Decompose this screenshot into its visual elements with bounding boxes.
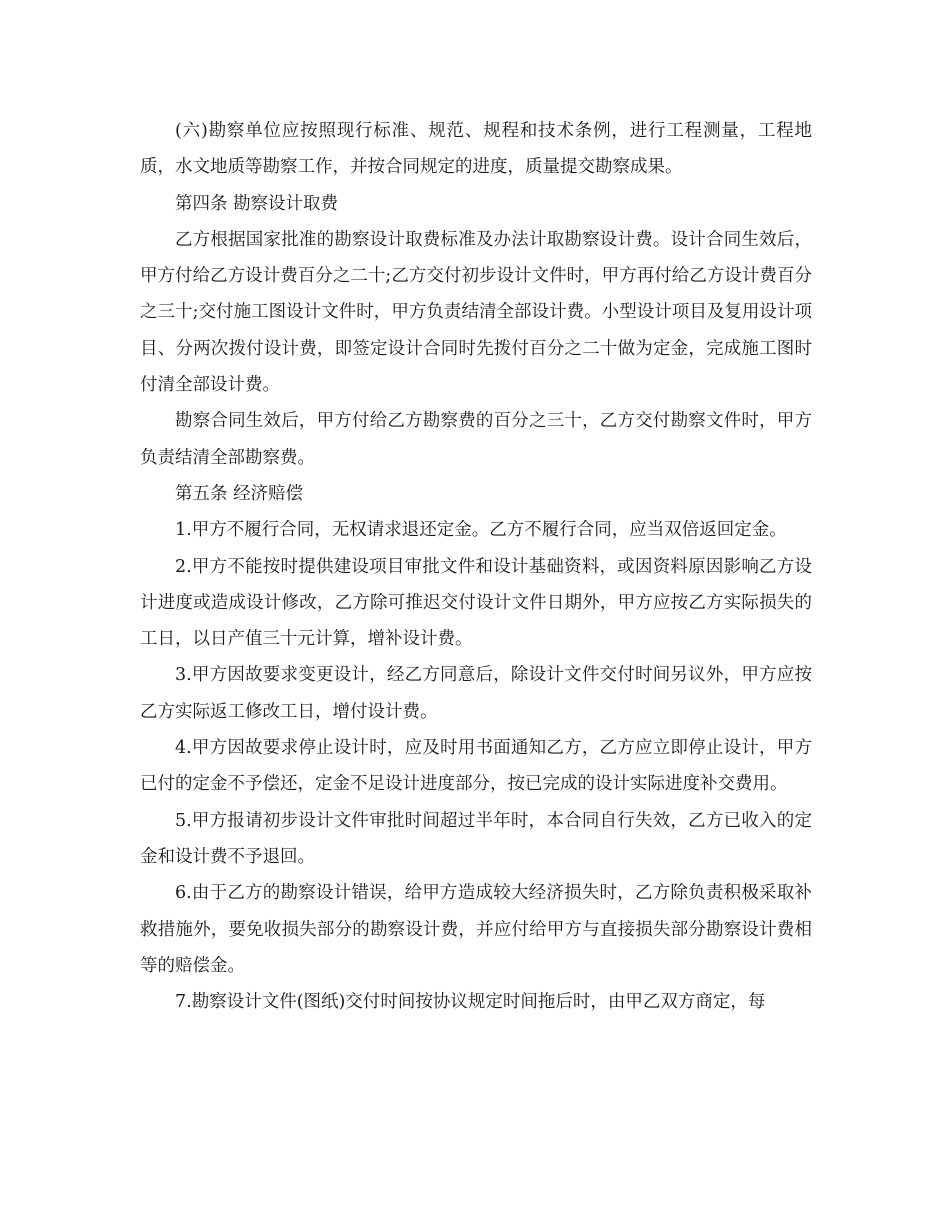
paragraph-survey-fee: 勘察合同生效后，甲方付给乙方勘察费的百分之三十，乙方交付勘察文件时，甲方负责结清全部勘察费。 xyxy=(140,411,812,468)
paragraph-clause-6: (六)勘察单位应按照现行标准、规范、规程和技术条例，进行工程测量，工程地质，水文地质等勘察工作，并按合同规定的进度，质量提交勘察成果。 xyxy=(140,121,812,178)
paragraph-item-7: 7.勘察设计文件(图纸)交付时间按协议规定时间拖后时，由甲乙双方商定，每 xyxy=(175,992,766,1013)
paragraph-design-fee: 乙方根据国家批准的勘察设计取费标准及办法计取勘察设计费。设计合同生效后，甲方付给乙方设计费百分之二十;乙方交付初步设计文件时，甲方再付给乙方设计费百分之三十;交付施工图设计文件时，甲方负责结清全部设计费。小型设计项目及复用设计项目、分两次拨付设计费，即签定设计合同时先拨付百分之二十做为定金，完成施工图时付清全部设计费。 xyxy=(140,229,812,396)
paragraph-item-2: 2.甲方不能按时提供建设项目审批文件和设计基础资料，或因资料原因影响乙方设计进度或造成设计修改，乙方除可推迟交付设计文件日期外，甲方应按乙方实际损失的工日，以日产值三十元计算，增补设计费。 xyxy=(140,556,812,650)
heading-article-4: 第四条 勘察设计取费 xyxy=(175,193,339,214)
paragraph-item-4: 4.甲方因故要求停止设计时，应及时用书面通知乙方，乙方应立即停止设计，甲方已付的定金不予偿还，定金不足设计进度部分，按已完成的设计实际进度补交费用。 xyxy=(140,738,812,795)
document-body xyxy=(140,113,812,1020)
paragraph-item-3: 3.甲方因故要求变更设计，经乙方同意后，除设计文件交付时间另议外，甲方应按乙方实际返工修改工日，增付设计费。 xyxy=(140,665,812,722)
heading-article-5: 第五条 经济赔偿 xyxy=(175,483,304,504)
paragraph-item-1: 1.甲方不履行合同，无权请求退还定金。乙方不履行合同，应当双倍返回定金。 xyxy=(175,520,787,541)
paragraph-item-5: 5.甲方报请初步设计文件审批时间超过半年时，本合同自行失效，乙方已收入的定金和设计费不予退回。 xyxy=(140,810,812,867)
paragraph-item-6: 6.由于乙方的勘察设计错误，给甲方造成较大经济损失时，乙方除负责积极采取补救措施外，要免收损失部分的勘察设计费，并应付给甲方与直接损失部分勘察设计费相等的赔偿金。 xyxy=(140,883,812,976)
